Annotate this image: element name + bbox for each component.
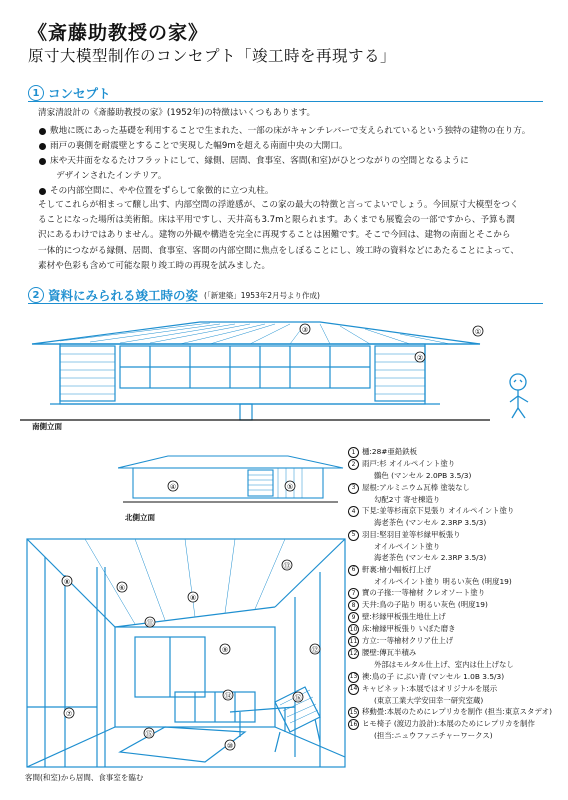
human-figure-icon (510, 374, 528, 418)
concept-bullet: 敷地に既にあった基礎を利用することで生まれた、一部の床がキャンチレバーで支えられているという独特の建物の在り方。 (38, 124, 558, 139)
north-elevation-label: 北側立面 (125, 513, 155, 522)
material-text: (東京工業大学安田幸一研究室蔵) (374, 695, 484, 705)
material-item (348, 623, 563, 635)
callout-2: ② (416, 354, 424, 362)
material-text: オイルペイント塗り 明るい灰色 (明度19) (374, 576, 512, 586)
material-number: 2 (348, 459, 359, 470)
material-number: 12 (348, 648, 359, 659)
material-number: 1 (348, 447, 359, 458)
svg-text:⑯: ⑯ (294, 694, 302, 702)
material-item (348, 587, 563, 599)
svg-text:⑥: ⑥ (118, 584, 126, 592)
material-text: 海老茶色 (マンセル 2.3RP 3.5/3) (374, 553, 487, 562)
material-text: 軒裏:檜小幅板打上げ (362, 564, 432, 574)
svg-text:⑩: ⑩ (226, 742, 234, 750)
material-item (348, 635, 563, 647)
material-text: 天井:鳥の子貼り 明るい灰色 (明度19) (362, 600, 488, 609)
material-item (348, 446, 563, 458)
material-text: 移動畳:本展のためにレプリカを制作 (担当:東京スタデオ) (362, 707, 552, 716)
svg-text:⑨: ⑨ (221, 646, 229, 654)
north-elevation-drawing (118, 448, 353, 510)
material-item (348, 671, 563, 683)
material-text: 壁:杉縁甲板張生地仕上げ (362, 612, 446, 621)
section2-rule (28, 303, 543, 304)
svg-text:⑬: ⑬ (283, 562, 291, 570)
section1-title: コンセプト (48, 86, 111, 101)
material-text: 下見:並等杉南京下見張り オイルペイント塗り (362, 506, 515, 515)
section1-heading (28, 84, 111, 102)
material-text: 鶸色 (マンセル 2.0PB 3.5/3) (374, 471, 472, 480)
material-text: 樋:28#亜鉛鉄板 (362, 447, 418, 456)
section1-rule (28, 101, 543, 102)
material-number: 3 (348, 483, 359, 494)
material-text: キャビネット:本展ではオリジナルを展示 (362, 683, 498, 693)
material-number: 5 (348, 530, 359, 541)
material-item (348, 599, 563, 611)
material-number: 4 (348, 506, 359, 517)
material-item (348, 611, 563, 623)
section2-source: (「新建築」1953年2月号より作成) (204, 290, 320, 300)
concept-bullet: 床や天井面をなるたけフラットにして、縁側、居間、食事室、客間(和室)がひとつながりの空間となるように デザインされたインテリア。 (38, 154, 558, 184)
material-item (348, 529, 563, 541)
material-text: 雨戸:杉 オイルペイント塗り (362, 459, 456, 468)
material-number: 15 (348, 707, 359, 718)
section2-number: 2 (28, 287, 44, 303)
material-item (348, 647, 563, 659)
callout-1: ① (474, 328, 482, 336)
section2-title: 資料にみられる竣工時の姿 (48, 288, 199, 303)
material-text: 海老茶色 (マンセル 2.3RP 3.5/3) (374, 518, 487, 527)
concept-bullet: 雨戸の裏側を耐震壁とすることで実現した幅9mを超える南面中央の大開口。 (38, 139, 558, 154)
material-item (348, 564, 563, 576)
material-number: 8 (348, 600, 359, 611)
page-subtitle: 原寸大模型制作のコンセプト「竣工時を再現する」 (28, 47, 397, 65)
material-item (348, 683, 563, 695)
material-text: 羽目:堅羽目並等杉縁甲板張り (362, 529, 461, 539)
svg-text:⑭: ⑭ (224, 692, 232, 700)
material-number: 14 (348, 684, 359, 695)
material-text: 襖:鳥の子 にぶい青 (マンセル 1.0B 3.5/3) (362, 671, 505, 681)
svg-text:⑤: ⑤ (286, 483, 294, 491)
material-text: 屋根:アルミニウム瓦棒 塗装なし (362, 482, 470, 492)
material-text: ヒモ椅子 (渡辺力設計):本展のためにレプリカを制作 (362, 719, 535, 728)
section1-number: 1 (28, 85, 44, 101)
material-text: オイルペイント塗り (374, 541, 441, 551)
concept-bullet: その内部空間に、やや位置をずらして象徴的に立つ丸柱。 (38, 184, 558, 199)
svg-text:④: ④ (169, 483, 177, 491)
material-text: 寶の子掾:一等檜材 クレオソート塗り (362, 588, 486, 597)
page-title: 《斎藤助教授の家》 (28, 22, 209, 44)
material-item (348, 458, 563, 470)
svg-text:⑪: ⑪ (146, 619, 154, 627)
material-text: 腰壁:傳瓦半積み (362, 648, 417, 657)
material-number: 9 (348, 612, 359, 623)
interior-caption: 客間(和室)から居間、食事室を臨む (25, 773, 144, 782)
material-number: 16 (348, 719, 359, 730)
concept-paragraph: そしてこれらが相まって醸し出す、内部空間の浮遊感が、この家の最大の特徴と言ってよいでしょう。今回原寸大模型をつく ることになった場所は美術館。床は平用ですし、天井高も3.7mと限られます。あくまでも展覧会の一部ですから、予算も潤 沢にあるわけではありません。建物の外観や構造を完全に再現することは困難です。そこで今回は、建物の南面とそこから 一体的につながる縁側、居間、食事室、客間の内部空間に焦点をしぼることにし、竣工時の資料などにあたることによって、 素材や色彩も含めて可能な限り竣工時の再現を試みました。 (38, 200, 519, 271)
material-item (348, 718, 563, 730)
material-number: 10 (348, 624, 359, 635)
materials-list (348, 446, 563, 742)
material-item (348, 706, 563, 718)
material-item (348, 482, 563, 494)
svg-text:⑦: ⑦ (65, 710, 73, 718)
svg-text:⑮: ⑮ (145, 730, 153, 738)
svg-text:⑧: ⑧ (189, 594, 197, 602)
material-text: 勾配2寸 寄せ棟造り (374, 494, 441, 504)
svg-text:⑧: ⑧ (63, 578, 71, 586)
material-text: 方立:一等檜材クリア仕上げ (362, 636, 454, 645)
callout-3: ③ (301, 326, 309, 334)
concept-bullets (38, 124, 558, 199)
material-number: 11 (348, 636, 359, 647)
interior-perspective-drawing (25, 537, 347, 769)
south-elevation-drawing (20, 312, 565, 430)
section1-intro: 清家清設計の《斎藤助教授の家》(1952年)の特徴はいくつもあります。 (38, 108, 316, 118)
svg-text:⑫: ⑫ (311, 646, 319, 654)
material-text: (担当:ニュウファニチャーワークス) (374, 731, 493, 740)
material-number: 13 (348, 672, 359, 683)
material-text: 外部はモルタル仕上げ、室内は仕上げなし (374, 660, 514, 669)
material-item (348, 505, 563, 517)
material-text: 床:檜縁甲板張り いぼた磨き (362, 624, 456, 633)
material-number: 7 (348, 588, 359, 599)
south-elevation-label: 南側立面 (32, 422, 62, 431)
material-number: 6 (348, 565, 359, 576)
section2-heading (28, 286, 320, 304)
